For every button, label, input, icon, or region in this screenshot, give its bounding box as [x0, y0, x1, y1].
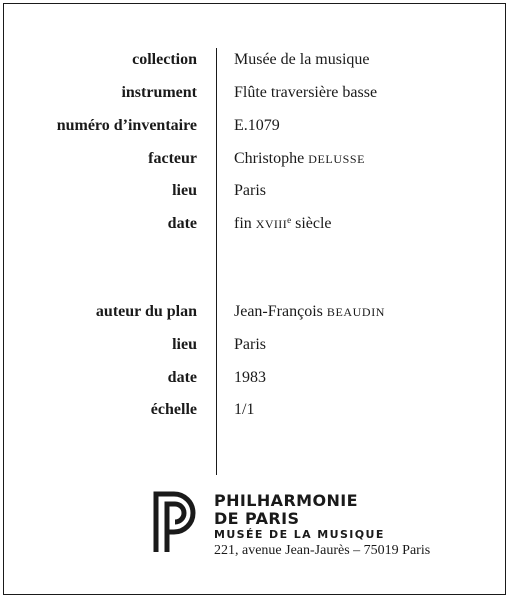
- philharmonie-logo-icon: [152, 490, 204, 552]
- date-century: XVIII: [255, 217, 288, 231]
- inventory-value: E.1079: [234, 117, 280, 134]
- instrument-label: instrument: [121, 84, 197, 101]
- plan-date-label: date: [167, 369, 197, 386]
- date-prefix: fin: [234, 215, 252, 232]
- instrument-value: Flûte traversière basse: [234, 84, 378, 101]
- plan-author-value: [234, 302, 385, 322]
- brand-subtitle: MUSÉE DE LA MUSIQUE: [214, 528, 385, 541]
- inventory-label: numéro d’inventaire: [56, 117, 197, 134]
- brand-name-line1: PHILHARMONIE: [214, 491, 358, 510]
- plan-place-value: Paris: [234, 336, 266, 353]
- plan-date-value: 1983: [234, 369, 266, 386]
- maker-last-name: DELUSSE: [308, 152, 366, 166]
- maker-label: facteur: [148, 150, 197, 167]
- plan-author-label: auteur du plan: [95, 303, 197, 320]
- plan-scale-label: échelle: [150, 401, 197, 418]
- date-superscript: e: [287, 215, 292, 225]
- date-label: date: [167, 215, 197, 232]
- plan-author-last-name: BEAUDIN: [326, 305, 386, 319]
- postal-address: 221, avenue Jean-Jaurès – 75019 Paris: [214, 543, 431, 558]
- date-value: [234, 214, 332, 234]
- collection-label: collection: [132, 51, 197, 68]
- column-divider: [216, 48, 217, 475]
- place-value: Paris: [234, 182, 266, 199]
- maker-value: [234, 149, 365, 169]
- date-suffix: siècle: [295, 215, 332, 232]
- place-label: lieu: [172, 182, 197, 199]
- maker-first-name: Christophe: [234, 150, 305, 167]
- plan-place-label: lieu: [172, 336, 197, 353]
- brand-name-line2: DE PARIS: [214, 509, 300, 528]
- plan-author-first-name: Jean-François: [234, 303, 323, 320]
- collection-value: Musée de la musique: [234, 51, 370, 68]
- plan-scale-value: 1/1: [234, 401, 255, 418]
